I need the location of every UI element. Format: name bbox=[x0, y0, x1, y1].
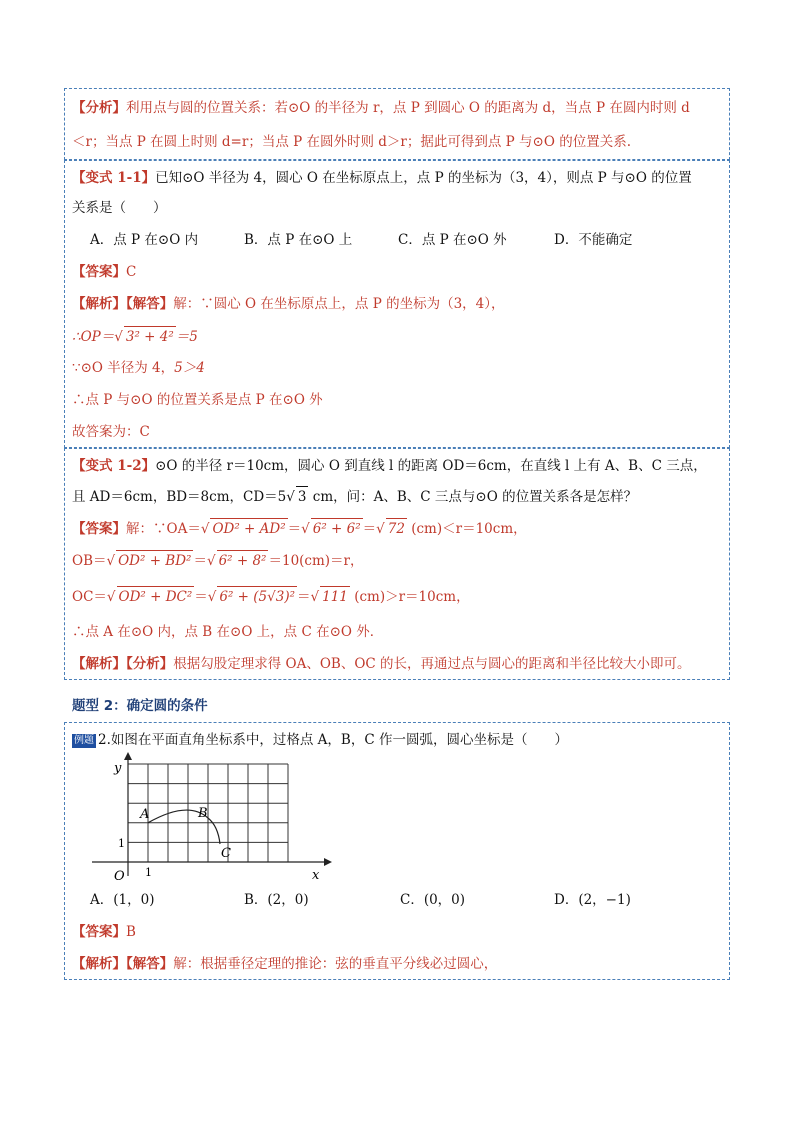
variant-1-1-solution-line-5: 故答案为：C bbox=[72, 424, 150, 440]
y-axis-arrow bbox=[124, 752, 132, 760]
coordinate-grid-figure bbox=[88, 752, 338, 886]
variant-1-2-answer-line-2: OB＝√ OD² + BD² ＝√ 6² + 8² ＝10(cm)＝r， bbox=[72, 550, 364, 570]
grid-lines bbox=[128, 764, 288, 862]
variant-1-1-answer: 【答案】C bbox=[72, 264, 137, 280]
variant-1-2-answer-line-3: OC＝√ OD² + DC² ＝√ 6² + (5√3)² ＝√ 111 (cm)＞r＝10cm， bbox=[72, 586, 470, 606]
variant-1-2-answer-line-4: ∴点 A 在⊙O 内，点 B 在⊙O 上，点 C 在⊙O 外． bbox=[72, 624, 384, 640]
variant-1-1-option-d: D．不能确定 bbox=[554, 232, 633, 248]
example-2-answer: 【答案】B bbox=[72, 924, 136, 940]
analysis-line-1: 【分析】利用点与圆的位置关系：若⊙O 的半径为 r，点 P 到圆心 O 的距离为 d，当点 P 在圆内时则 d bbox=[72, 100, 690, 116]
point-b-label: B bbox=[198, 806, 208, 821]
example-badge: 例题 bbox=[74, 735, 94, 746]
arc-abc bbox=[148, 810, 220, 844]
x-axis-label: x bbox=[312, 868, 320, 883]
point-a-label: A bbox=[140, 807, 150, 822]
variant-1-1-question-line-2: 关系是（ ） bbox=[72, 200, 167, 216]
y-axis-label: y bbox=[114, 761, 122, 776]
variant-1-1-option-b: B．点 P 在⊙O 上 bbox=[244, 232, 353, 248]
example-2-question: 例题 2.如图在平面直角坐标系中，过格点 A，B，C 作一圆弧，圆心坐标是（ ） bbox=[74, 732, 568, 748]
variant-1-1-solution-line-1: 【解析】【解答】解：∵圆心 O 在坐标原点上，点 P 的坐标为（3，4）， bbox=[72, 296, 505, 312]
section-heading: 题型 2：确定圆的条件 bbox=[72, 698, 208, 714]
variant-1-2-question-line-2: 且 AD＝6cm，BD＝8cm，CD＝5√ 3 cm，问：A、B、C 三点与⊙O 的位置关系各是怎样？ bbox=[72, 486, 637, 506]
variant-1-1-option-a: A．点 P 在⊙O 内 bbox=[90, 232, 199, 248]
variant-1-1-solution-line-2: ∴OP＝√ 3² + 4² ＝5 bbox=[72, 326, 198, 346]
variant-1-2-answer-line-1: 【答案】解：∵OA＝√ OD² + AD² ＝√ 6² + 6² ＝√ 72 (cm)＜r＝10cm， bbox=[72, 518, 527, 538]
variant-1-2-question-line-1: 【变式 1-2】⊙O 的半径 r＝10cm，圆心 O 到直线 l 的距离 OD＝6cm，在直线 l 上有 A、B、C 三点， bbox=[72, 458, 707, 474]
example-2-option-d: D．(2，−1) bbox=[554, 892, 631, 908]
analysis-line-2: ＜r；当点 P 在圆上时则 d=r；当点 P 在圆外时则 d＞r；据此可得到点 P 与⊙O 的位置关系. bbox=[72, 134, 631, 150]
variant-1-1-solution-line-4: ∴点 P 与⊙O 的位置关系是点 P 在⊙O 外 bbox=[72, 392, 323, 408]
x-tick-label: 1 bbox=[145, 866, 152, 879]
variant-1-1-question-line-1: 【变式 1-1】已知⊙O 半径为 4，圆心 O 在坐标原点上，点 P 的坐标为（3，4），则点 P 与⊙O 的位置 bbox=[72, 170, 692, 186]
example-2-option-c: C．(0，0) bbox=[400, 892, 466, 908]
example-2-solution: 【解析】【解答】解：根据垂径定理的推论：弦的垂直平分线必过圆心， bbox=[72, 956, 498, 972]
origin-label: O bbox=[114, 869, 125, 884]
variant-1-1-option-c: C．点 P 在⊙O 外 bbox=[398, 232, 507, 248]
variant-1-2-explanation: 【解析】【分析】根据勾股定理求得 OA、OB、OC 的长，再通过点与圆心的距离和半径比较大小即可。 bbox=[72, 656, 691, 672]
variant-1-1-solution-line-3: ∵⊙O 半径为 4，5＞4 bbox=[72, 360, 205, 376]
example-2-option-b: B．(2，0) bbox=[244, 892, 309, 908]
y-tick-label: 1 bbox=[118, 837, 125, 850]
x-axis-arrow bbox=[324, 858, 332, 866]
example-2-option-a: A．(1，0) bbox=[90, 892, 155, 908]
point-c-label: C bbox=[221, 846, 231, 861]
